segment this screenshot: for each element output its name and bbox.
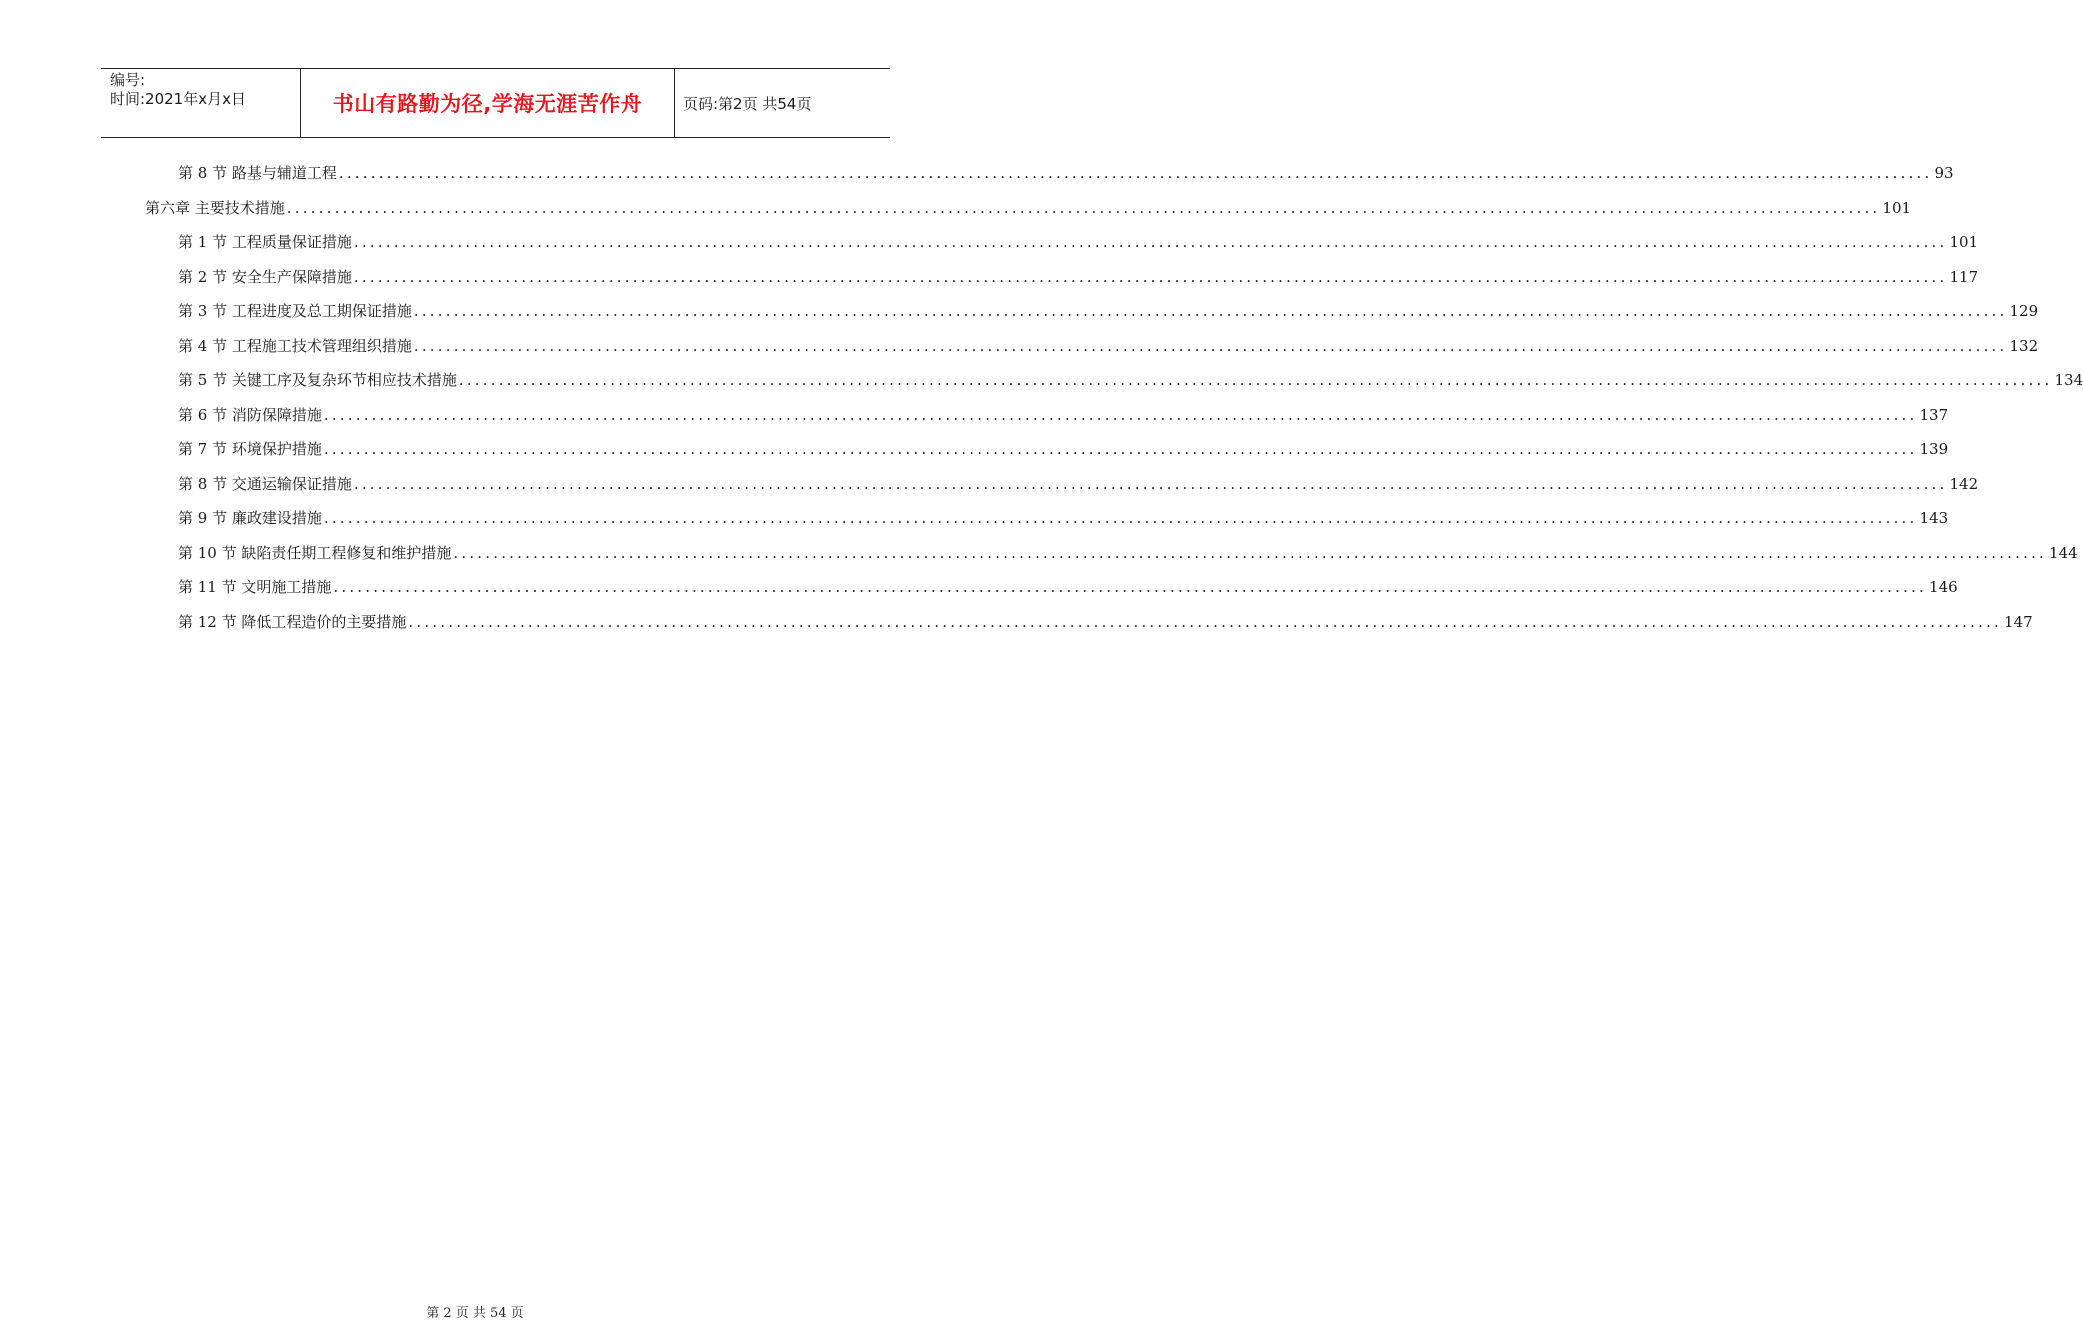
toc-entry-title: 第 3 节 工程进度及总工期保证措施	[178, 302, 412, 320]
toc-entry-title: 第 8 节 路基与辅道工程	[178, 164, 337, 182]
toc-entry[interactable]	[178, 260, 1979, 294]
toc-leader-dots: ........................................................................................................................................................................................................	[323, 405, 1918, 424]
toc-entry-title: 第 4 节 工程施工技术管理组织措施	[178, 336, 412, 355]
toc-entry-title: 第 1 节 工程质量保证措施	[178, 233, 352, 251]
toc-entry[interactable]	[178, 363, 2083, 397]
toc-leader-dots: ........................................................................................................................................................................................................	[413, 302, 2008, 320]
toc-leader-dots: ........................................................................................................................................................................................................	[323, 440, 1918, 458]
toc-entry[interactable]	[178, 329, 2039, 363]
toc-leader-dots: ........................................................................................................................................................................................................	[453, 543, 2048, 562]
toc-entry-title: 第六章 主要技术措施	[145, 198, 285, 217]
toc-entry-page: 143	[1919, 509, 1949, 527]
header-page-info: 页码:第2页 共54页	[683, 94, 812, 113]
toc-entry-title: 第 7 节 环境保护措施	[178, 440, 322, 458]
toc-entry-page: 142	[1949, 474, 1979, 493]
header-motto: 书山有路勤为径,学海无涯苦作舟	[301, 69, 675, 137]
toc-entry[interactable]	[178, 501, 1949, 535]
toc-entry[interactable]	[178, 570, 1958, 604]
toc-entry-page: 134	[2054, 371, 2083, 389]
toc-leader-dots: ........................................................................................................................................................................................................	[323, 509, 1918, 527]
toc-entry-page: 93	[1934, 164, 1954, 182]
toc-entry-title: 第 10 节 缺陷责任期工程修复和维护措施	[178, 543, 452, 562]
toc-entry[interactable]	[178, 156, 1954, 190]
toc-entry-title: 第 5 节 关键工序及复杂环节相应技术措施	[178, 371, 457, 389]
toc-entry-title: 第 11 节 文明施工措施	[178, 578, 332, 596]
toc-entry-page: 144	[2049, 543, 2078, 562]
toc-leader-dots: ........................................................................................................................................................................................................	[353, 267, 1948, 286]
toc-entry-title: 第 6 节 消防保障措施	[178, 405, 322, 424]
page-header	[101, 68, 890, 138]
toc-entry-page: 139	[1919, 440, 1949, 458]
document-number-label: 编号:	[110, 71, 146, 89]
toc-entry-page: 101	[1882, 198, 1912, 217]
toc-leader-dots: ........................................................................................................................................................................................................	[338, 164, 1933, 182]
toc-leader-dots: ........................................................................................................................................................................................................	[353, 233, 1948, 251]
toc-leader-dots: ........................................................................................................................................................................................................	[333, 578, 1928, 596]
toc-entry[interactable]	[178, 294, 2039, 328]
toc-entry-page: 147	[2004, 612, 2033, 631]
document-date: 时间:2021年x月x日	[110, 90, 246, 108]
toc-leader-dots: ........................................................................................................................................................................................................	[286, 198, 1881, 217]
toc-entry[interactable]	[178, 605, 2033, 639]
toc-entry-title: 第 2 节 安全生产保障措施	[178, 267, 352, 286]
toc-leader-dots: ........................................................................................................................................................................................................	[413, 336, 2008, 355]
toc-entry-page: 132	[2009, 336, 2039, 355]
toc-entry[interactable]	[178, 398, 1949, 432]
toc-leader-dots: ........................................................................................................................................................................................................	[458, 371, 2053, 389]
toc-entry[interactable]	[178, 536, 2078, 570]
toc-entry-page: 101	[1949, 233, 1979, 251]
toc-entry-title: 第 9 节 廉政建设措施	[178, 509, 322, 527]
page-footer: 第 2 页 共 54 页	[426, 1306, 524, 1321]
toc-entry[interactable]	[178, 432, 1949, 466]
toc-entry-page: 117	[1949, 267, 1979, 286]
header-meta	[101, 69, 301, 137]
toc-entry-page: 146	[1929, 578, 1958, 596]
toc-entry-page: 129	[2009, 302, 2039, 320]
toc-entry[interactable]	[145, 191, 1912, 225]
toc-entry-page: 137	[1919, 405, 1949, 424]
toc-entry-title: 第 12 节 降低工程造价的主要措施	[178, 612, 407, 631]
toc-entry[interactable]	[178, 467, 1979, 501]
toc-leader-dots: ........................................................................................................................................................................................................	[353, 474, 1948, 493]
toc-entry-title: 第 8 节 交通运输保证措施	[178, 474, 352, 493]
toc-leader-dots: ........................................................................................................................................................................................................	[408, 612, 2003, 631]
toc-entry[interactable]	[178, 225, 1979, 259]
